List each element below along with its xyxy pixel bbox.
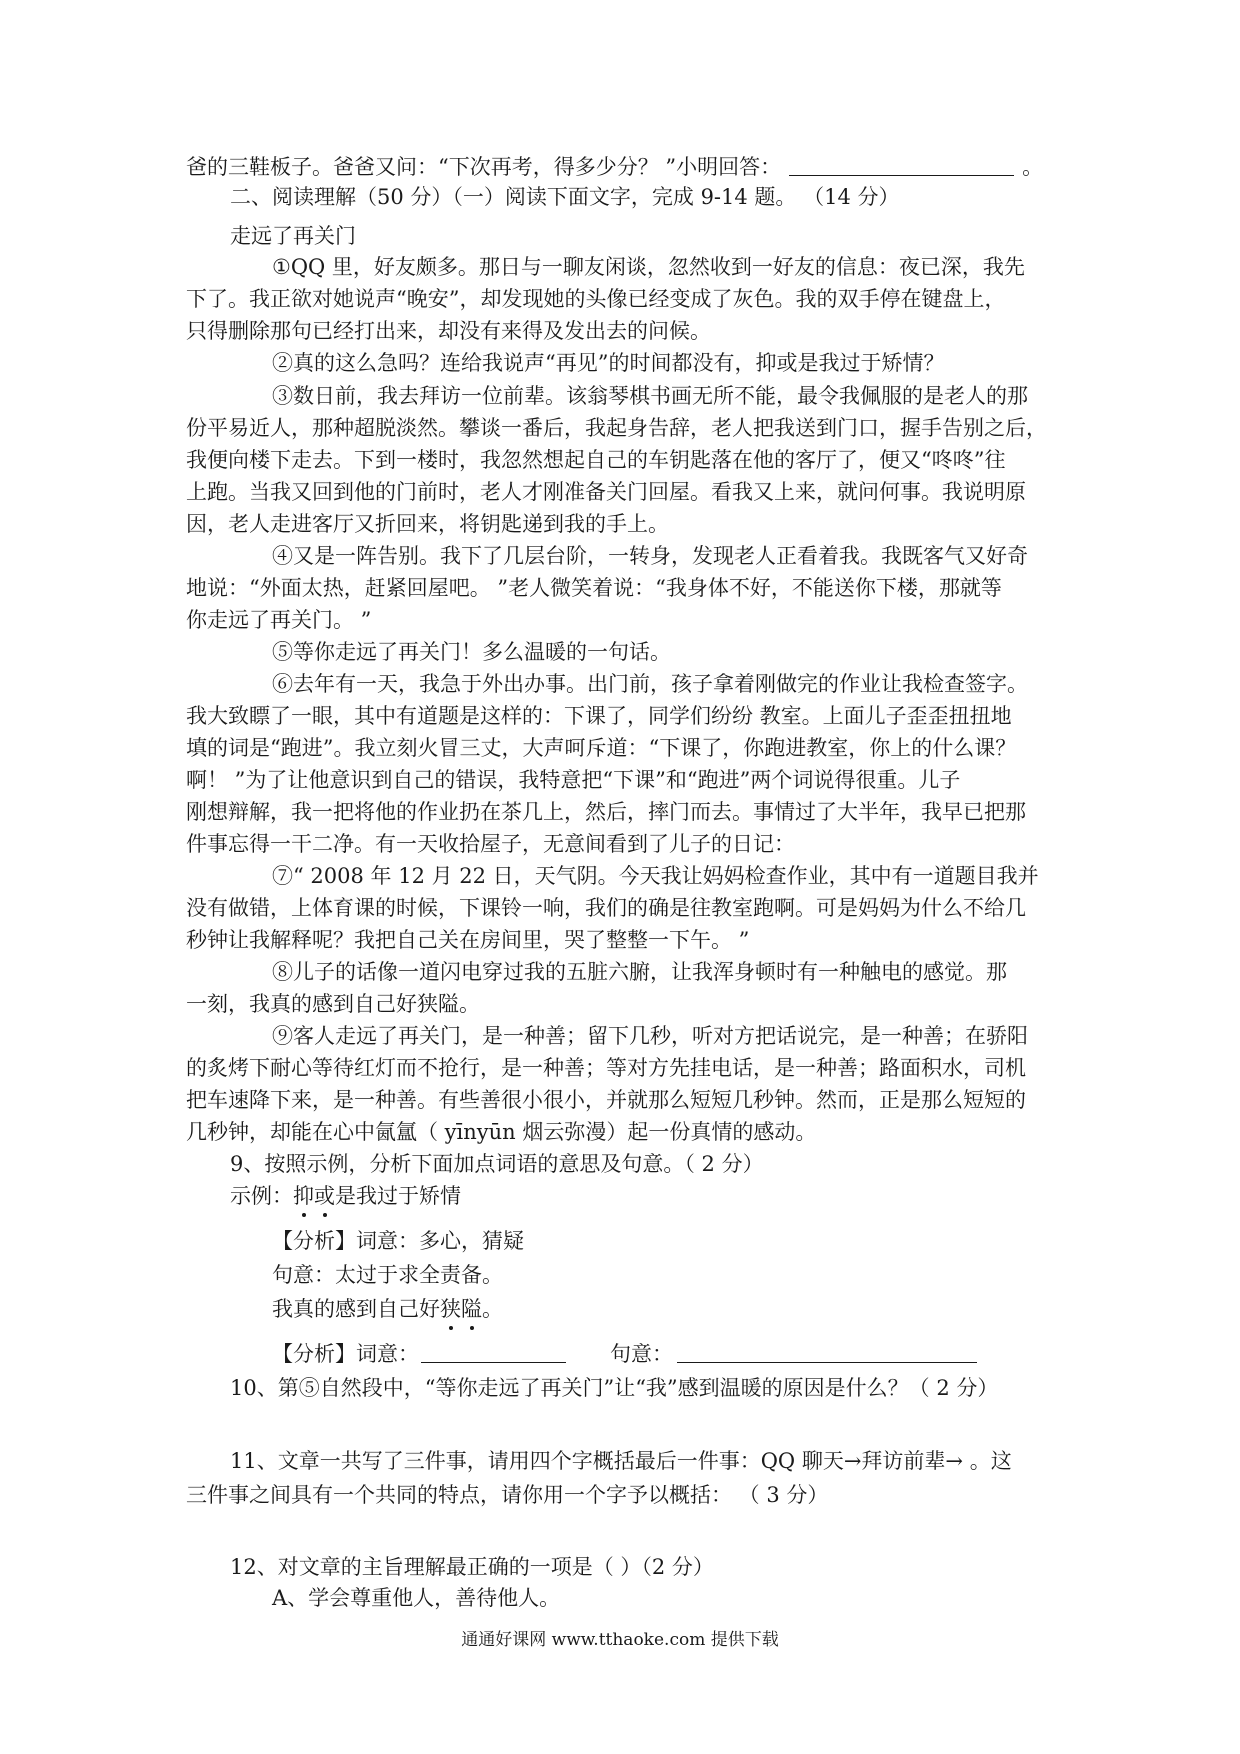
answer-sentence-label: 句意： (610, 1342, 673, 1366)
paragraph-8-line-2: 一刻，我真的感到自己好狭隘。 (186, 992, 480, 1016)
question-9-task (272, 1294, 503, 1324)
answer-word-label: 【分析】词意： (272, 1342, 419, 1366)
question-9-example (230, 1181, 461, 1211)
paragraph-4-line-2: 地说：“外面太热，赶紧回屋吧。 ”老人微笑着说：“我身体不好，不能送你下楼，那就等 (186, 576, 1002, 600)
paragraph-3-line-5: 因，老人走进客厅又折回来，将钥匙递到我的手上。 (186, 512, 669, 536)
emphasis-char: 抑 (293, 1181, 314, 1211)
paragraph-7-line-1: ⑦“ 2008 年 12 月 22 日，天气阴。今天我让妈妈检查作业，其中有一道题目我并 (272, 864, 1039, 888)
answer-blank (789, 155, 1014, 176)
example-prefix: 示例： (230, 1184, 293, 1208)
example-rest: 是我过于矫情 (335, 1184, 461, 1208)
continuation-text: 爸的三鞋板子。爸爸又问：“下次再考，得多少分？ ”小明回答： (186, 155, 782, 179)
paragraph-1-line-1: ①QQ 里，好友颇多。那日与一聊友闲谈，忽然收到一好友的信息：夜已深，我先 (272, 255, 1025, 279)
question-9-answer-line (272, 1339, 977, 1369)
paragraph-1-line-2: 下了。我正欲对她说声“晚安”，却发现她的头像已经变成了灰色。我的双手停在键盘上， (186, 287, 1006, 311)
paragraph-3-line-4: 上跑。当我又回到他的门前时，老人才刚准备关门回屋。看我又上来，就问何事。我说明原 (186, 480, 1026, 504)
question-12-stem: 12、对文章的主旨理解最正确的一项是（ ）（2 分） (230, 1555, 714, 1579)
answer-word-blank (421, 1342, 566, 1363)
paragraph-4-line-1: ④又是一阵告别。我下了几层台阶，一转身，发现老人正看着我。我既客气又好奇 (272, 544, 1028, 568)
paragraph-7-line-3: 秒钟让我解释呢？我把自己关在房间里，哭了整整一下午。 ” (186, 928, 750, 952)
paragraph-3-line-2: 份平易近人，那种超脱淡然。攀谈一番后，我起身告辞，老人把我送到门口，握手告别之后， (186, 416, 1047, 440)
paragraph-6-line-3: 填的词是“跑进”。我立刻火冒三丈，大声呵斥道：“下课了，你跑进教室，你上的什么课？ (186, 736, 1017, 760)
question-9-analysis-word: 【分析】词意：多心，猜疑 (272, 1229, 524, 1253)
paragraph-3-line-3: 我便向楼下走去。下到一楼时，我忽然想起自己的车钥匙落在他的客厅了，便又“咚咚”往 (186, 448, 1006, 472)
question-9-stem: 9、按照示例，分析下面加点词语的意思及句意。（ 2 分） (230, 1152, 764, 1176)
paragraph-8-line-1: ⑧儿子的话像一道闪电穿过我的五脏六腑，让我浑身顿时有一种触电的感觉。那 (272, 960, 1007, 984)
section-heading: 二、阅读理解（50 分）（一）阅读下面文字，完成 9-14 题。 （14 分） (230, 185, 900, 209)
paragraph-1-line-3: 只得删除那句已经打出来，却没有来得及发出去的问候。 (186, 319, 711, 343)
question-10-stem: 10、第⑤自然段中，“等你走远了再关门”让“我”感到温暖的原因是什么？（ 2 分） (230, 1376, 999, 1400)
paragraph-6-line-5: 刚想辩解，我一把将他的作业扔在茶几上，然后，摔门而去。事情过了大半年，我早已把那 (186, 800, 1026, 824)
question-11-line-2: 三件事之间具有一个共同的特点，请你用一个字予以概括： （ 3 分） (186, 1483, 829, 1507)
task-prefix: 我真的感到自己好 (272, 1297, 440, 1321)
article-title: 走远了再关门 (230, 224, 356, 248)
paragraph-3-line-1: ③数日前，我去拜访一位前辈。该翁琴棋书画无所不能，最令我佩服的是老人的那 (272, 384, 1028, 408)
paragraph-6-line-1: ⑥去年有一天，我急于外出办事。出门前，孩子拿着刚做完的作业让我检查签字。 (272, 672, 1028, 696)
emphasis-char: 狭 (440, 1294, 461, 1324)
paragraph-9-line-4: 几秒钟，却能在心中氤氲（ yīnyūn 烟云弥漫）起一份真情的感动。 (186, 1120, 817, 1144)
page-footer: 通通好课网 www.tthaoke.com 提供下载 (461, 1630, 779, 1650)
question-12-option-a: A、学会尊重他人，善待他人。 (272, 1586, 561, 1610)
paragraph-9-line-1: ⑨客人走远了再关门，是一种善；留下几秒，听对方把话说完，是一种善；在骄阳 (272, 1024, 1028, 1048)
paragraph-7-line-2: 没有做错，上体育课的时候，下课铃一响，我们的确是往教室跑啊。可是妈妈为什么不给几 (186, 896, 1026, 920)
paragraph-2-line-1: ②真的这么急吗？连给我说声“再见”的时间都没有，抑或是我过于矫情？ (272, 351, 945, 375)
question-11-line-1: 11、文章一共写了三件事，请用四个字概括最后一件事：QQ 聊天→拜访前辈→ 。这 (230, 1449, 1012, 1473)
paragraph-9-line-3: 把车速降下来，是一种善。有些善很小很小，并就那么短短几秒钟。然而，正是那么短短的 (186, 1088, 1026, 1112)
question-9-analysis-sentence: 句意：太过于求全责备。 (272, 1263, 503, 1287)
paragraph-4-line-3: 你走远了再关门。 ” (186, 608, 372, 632)
answer-sentence-blank (677, 1342, 977, 1363)
paragraph-5-line-1: ⑤等你走远了再关门！多么温暖的一句话。 (272, 640, 671, 664)
paragraph-6-line-4: 啊！ ”为了让他意识到自己的错误，我特意把“下课”和“跑进”两个词说得很重。儿子 (186, 768, 961, 792)
continuation-line (186, 152, 1043, 182)
task-suffix: 。 (482, 1297, 503, 1321)
paragraph-6-line-2: 我大致瞟了一眼，其中有道题是这样的：下课了，同学们纷纷 教室。上面儿子歪歪扭扭地 (186, 704, 1012, 728)
paragraph-6-line-6: 件事忘得一干二净。有一天收拾屋子，无意间看到了儿子的日记： (186, 832, 795, 856)
paragraph-9-line-2: 的炙烤下耐心等待红灯而不抢行，是一种善；等对方先挂电话，是一种善；路面积水，司机 (186, 1056, 1026, 1080)
emphasis-char: 隘 (461, 1294, 482, 1324)
emphasis-char: 或 (314, 1181, 335, 1211)
continuation-end: 。 (1022, 155, 1044, 179)
